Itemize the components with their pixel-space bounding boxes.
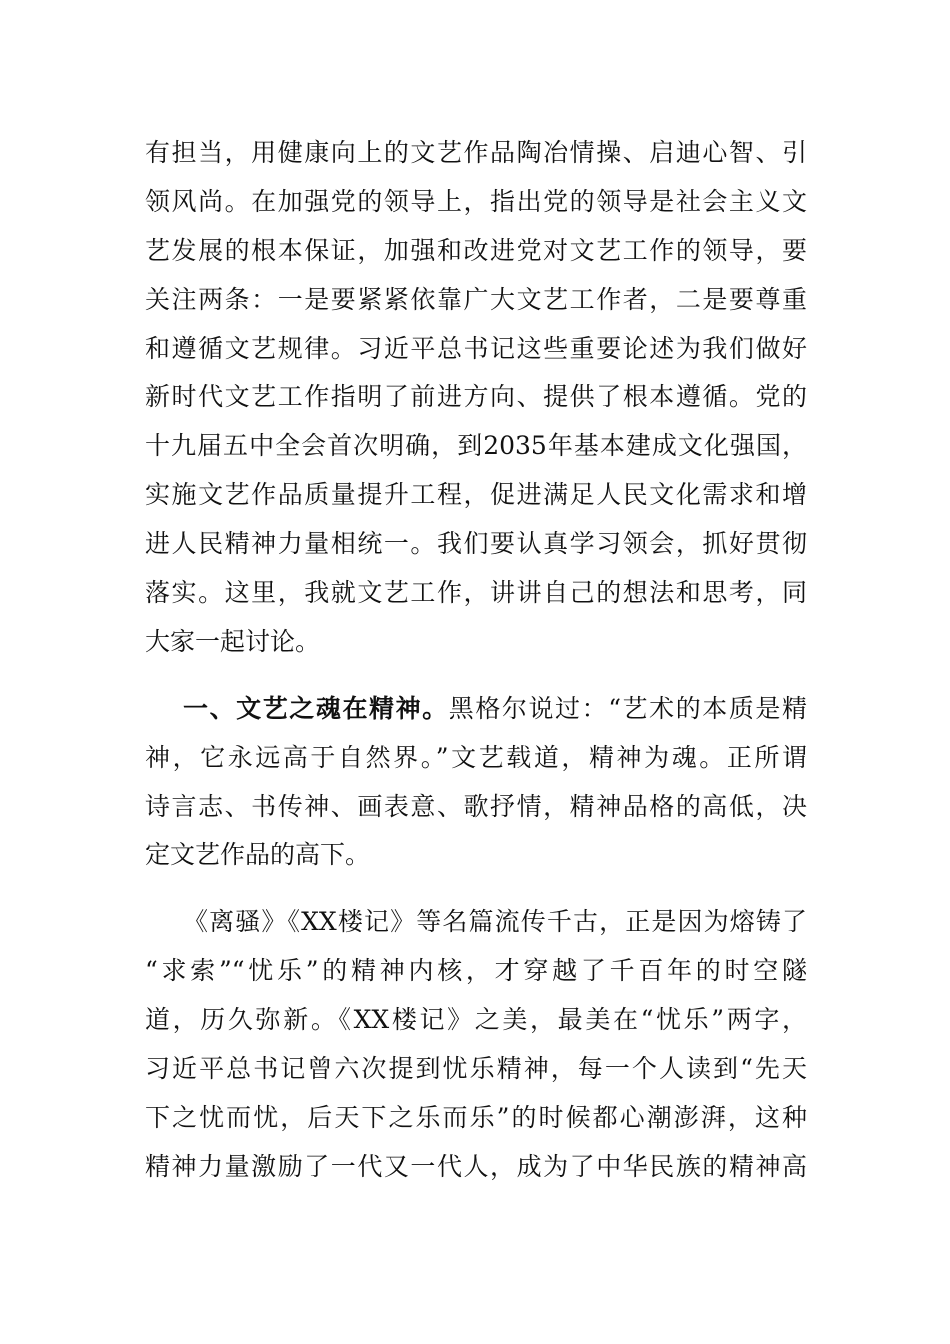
text-line: “求索”“忧乐”的精神内核，才穿越了千百年的时空隧 — [145, 956, 807, 986]
section-heading: 一、文艺之魂在精神。 — [183, 693, 449, 723]
text-line: 诗言志、书传神、画表意、歌抒情，精神品格的高低，决 — [145, 791, 807, 821]
text-line: 精神力量激励了一代又一代人，成为了中华民族的精神高 — [145, 1151, 807, 1181]
text-line: 实施文艺作品质量提升工程，促进满足人民文化需求和增 — [145, 480, 807, 510]
paragraph-3 — [145, 898, 807, 1191]
text-span: 黑格尔说过：“艺术的本质是精 — [448, 693, 807, 723]
text-line: 有担当，用健康向上的文艺作品陶冶情操、启迪心智、引 — [145, 138, 807, 167]
text-line — [145, 685, 807, 734]
paragraph-2 — [145, 685, 807, 881]
text-line: 关注两条：一是要紧紧依靠广大文艺工作者，二是要尊重 — [145, 284, 807, 314]
document-body — [145, 129, 807, 1192]
paragraph-1 — [145, 129, 807, 667]
text-line: 下之忧而忧，后天下之乐而乐”的时候都心潮澎湃，这种 — [145, 1102, 807, 1132]
text-line: 领风尚。在加强党的领导上，指出党的领导是社会主义文 — [145, 186, 807, 216]
text-line: 和遵循文艺规律。习近平总书记这些重要论述为我们做好 — [145, 333, 807, 363]
text-line: 艺发展的根本保证，加强和改进党对文艺工作的领导，要 — [145, 235, 807, 265]
text-line: 大家一起讨论。 — [145, 626, 321, 656]
text-line: 神，它永远高于自然界。”文艺载道，精神为魂。正所谓 — [145, 742, 807, 772]
text-line: 习近平总书记曾六次提到忧乐精神，每一个人读到“先天 — [145, 1054, 807, 1084]
text-line: 新时代文艺工作指明了前进方向、提供了根本遵循。党的 — [145, 382, 807, 412]
text-line: 《离骚》《XX楼记》等名篇流传千古，正是因为熔铸了 — [183, 907, 807, 937]
text-line: 道，历久弥新。《XX楼记》之美，最美在“忧乐”两字， — [145, 1005, 807, 1035]
text-line: 定文艺作品的高下。 — [145, 840, 371, 870]
text-line: 落实。这里，我就文艺工作，讲讲自己的想法和思考，同 — [145, 578, 807, 608]
text-line: 十九届五中全会首次明确，到2035年基本建成文化强国， — [145, 431, 807, 461]
text-line: 进人民精神力量相统一。我们要认真学习领会，抓好贯彻 — [145, 529, 807, 559]
